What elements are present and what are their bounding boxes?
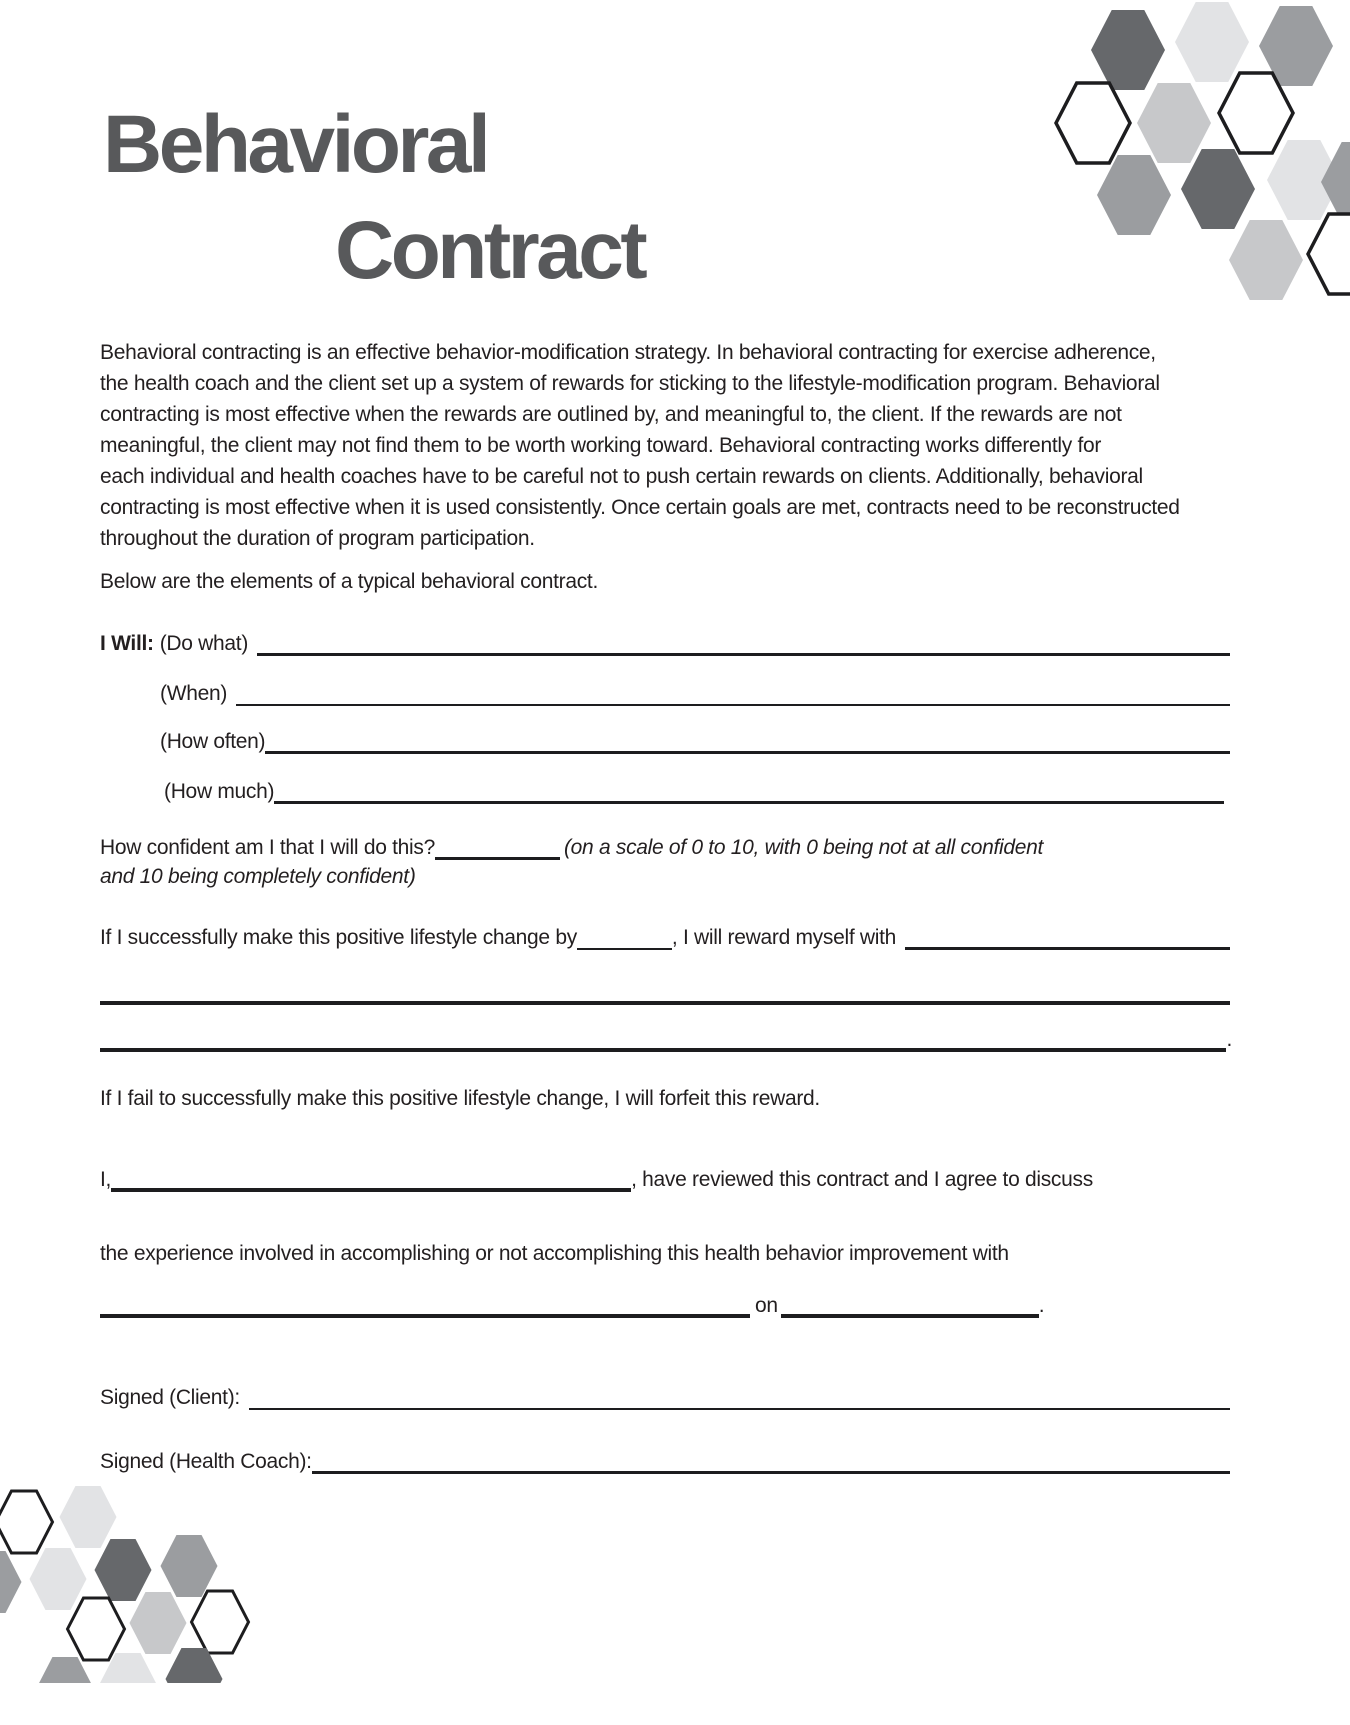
reward-date-blank-line: [577, 948, 672, 950]
hexagon-icon: [1137, 83, 1211, 163]
when-row: [160, 672, 1230, 706]
intro-paragraph-line: contracting is most effective when the rewards are outlined by, and meaningful to, the client. If the rewards are not: [100, 403, 1122, 426]
hexagon-icon: [1091, 10, 1165, 90]
on-label: on: [755, 1294, 778, 1317]
intro-paragraph-line: Behavioral contracting is an effective behavior-modification strategy. In behavioral contracting for exercise adherence,: [100, 341, 1156, 364]
reward-period: .: [1226, 1028, 1232, 1051]
intro-paragraph-line: meaningful, the client may not find them to be worth working toward. Behavioral contracting works differently for: [100, 434, 1102, 457]
reward-continuation-row-1: [100, 971, 1230, 1005]
page-title-line2: Contract: [335, 205, 645, 296]
signed-coach-row: [100, 1440, 1230, 1474]
when-blank-line: [236, 704, 1230, 706]
discuss-with-blank-line: [100, 1314, 750, 1318]
intro-paragraph: [100, 337, 1180, 554]
hexagon-icon: [30, 1548, 87, 1610]
confidence-note-line1: (on a scale of 0 to 10, with 0 being not at all confident: [563, 836, 1044, 859]
reward-blank-line-full-2: [100, 1048, 1226, 1052]
hexagon-icon: [1097, 155, 1171, 235]
reward-row: [100, 916, 1230, 950]
how-often-row: [160, 720, 1230, 754]
hexagon-icon: [192, 1591, 249, 1653]
hexagon-icon: [1056, 83, 1130, 163]
confidence-blank-line: [435, 857, 560, 860]
confidence-note-line2: and 10 being completely confident): [100, 865, 416, 888]
hexagon-icon: [161, 1535, 218, 1597]
hexagon-icon: [130, 1592, 187, 1654]
confidence-row: [100, 826, 1043, 860]
reward-blank-line: [905, 947, 1230, 950]
signed-client-row: [100, 1376, 1230, 1410]
below-elements-text: Below are the elements of a typical behavioral contract.: [100, 570, 598, 593]
forfeit-text: If I fail to successfully make this positive lifestyle change, I will forfeit this reward.: [100, 1087, 820, 1110]
reward-blank-line-full-1: [100, 1001, 1230, 1005]
i-will-label: I Will:: [100, 632, 154, 655]
signed-client-label: Signed (Client):: [100, 1386, 240, 1409]
hexagon-icon: [1308, 214, 1350, 294]
reward-continuation-row-2: [100, 1018, 1232, 1052]
how-much-blank-line: [274, 801, 1224, 804]
do-what-label: (Do what): [159, 632, 249, 655]
review-suffix: , have reviewed this contract and I agree to discuss: [631, 1168, 1093, 1191]
how-often-blank-line: [265, 751, 1230, 754]
review-prefix: I,: [100, 1168, 112, 1191]
hexagon-icon: [0, 1491, 53, 1553]
signed-coach-label: Signed (Health Coach):: [100, 1450, 312, 1473]
i-will-row: [100, 622, 1230, 656]
discuss-with-row: [100, 1284, 1044, 1318]
hexagon-icon: [68, 1598, 125, 1660]
intro-paragraph-line: the health coach and the client set up a system of rewards for sticking to the lifestyle-modification program. Behavioral: [100, 372, 1160, 395]
hexagon-decoration-bottom-left: [0, 1480, 260, 1683]
how-much-label: (How much): [164, 780, 275, 803]
signed-client-blank-line: [249, 1408, 1230, 1410]
client-name-blank-line: [111, 1188, 631, 1192]
reward-prefix: If I successfully make this positive lifestyle change by: [100, 926, 577, 949]
signed-coach-blank-line: [312, 1471, 1230, 1474]
intro-paragraph-line: each individual and health coaches have to be careful not to push certain rewards on clients. Additionally, behavioral: [100, 465, 1143, 488]
hexagon-icon: [1229, 220, 1303, 300]
confidence-question: How confident am I that I will do this?: [100, 836, 435, 859]
when-label: (When): [160, 682, 228, 705]
discuss-date-blank-line: [781, 1314, 1039, 1318]
hexagon-decoration-top-right: [1040, 0, 1350, 310]
hexagon-icon: [1175, 2, 1249, 82]
hexagon-icon: [95, 1539, 152, 1601]
do-what-blank-line: [257, 653, 1230, 656]
hexagon-icon: [1181, 149, 1255, 229]
how-much-row: [164, 770, 1224, 804]
discuss-period: .: [1038, 1294, 1045, 1317]
hexagon-icon: [0, 1551, 22, 1613]
intro-paragraph-line: throughout the duration of program participation.: [100, 527, 535, 550]
how-often-label: (How often): [160, 730, 266, 753]
page-title-line1: Behavioral: [103, 99, 488, 190]
review-row: [100, 1158, 1093, 1192]
intro-paragraph-line: contracting is most effective when it is used consistently. Once certain goals are met, contracts need to be reconstructed: [100, 496, 1180, 519]
experience-text: the experience involved in accomplishing or not accomplishing this health behavior improvement with: [100, 1242, 1009, 1265]
reward-middle: , I will reward myself with: [671, 926, 897, 949]
hexagon-icon: [60, 1486, 117, 1548]
